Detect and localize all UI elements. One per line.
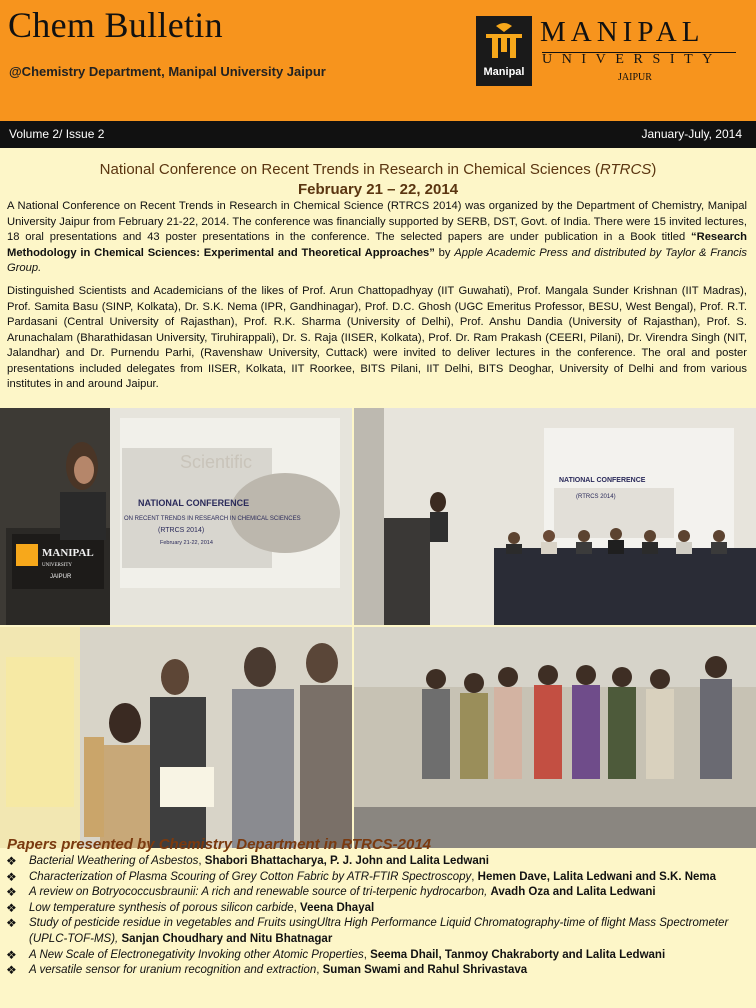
papers-heading: Papers presented by Chemistry Department in RTRCS-2014 [7,836,432,853]
paper-item [6,901,750,917]
paragraph-1-text: A National Conference on Recent Trends in Research in Chemical Science (RTRCS 2014) was organized by the Department of Chemistry, Manipal University Jaipur from February 21-22, 2014. The conference was financially supported by SERB, DST, Govt. of India. There were 15 invited lectures, 18 oral presentations and 43 poster presentations in the conference. The selected papers are under publication in a Book titled [7,200,747,243]
bulletin-title: Chem Bulletin [8,5,223,45]
article-acronym: RTRCS [599,161,652,178]
banner-subtitle-text: ON RECENT TRENDS IN RESEARCH IN CHEMICAL SCIENCES [124,516,301,522]
logo-university: UNIVERSITY [542,52,722,67]
paper-title: A New Scale of Electronegativity Invoking other Atomic Properties [29,948,364,961]
paper-item [6,870,750,886]
photo-certificate-presentation [0,627,352,848]
banner-title-text: NATIONAL CONFERENCE [138,498,250,508]
bulletin-subtitle: @Chemistry Department, Manipal University Jaipur [9,64,326,79]
manipal-logo [476,16,738,86]
paper-separator: , [293,901,301,914]
article-paragraph-2: Distinguished Scientists and Academicians of the likes of Prof. Arun Chattopadhyay (IIT Guwahati), Prof. Mangala Sunder Krishnan (IIT Madras), Prof. Samita Basu (SINP, Kolkata), Dr. S.K. Nema (IPR, Gandhinagar), Prof. D.C. Ghosh (UGC Emeritus Professor, BESU, West Bengal), Prof. R.T. Pardasani (Central University of Rajasthan), Prof. R.K. Sharma (University of Delhi), Prof. Anshu Dandia (University of Rajasthan), Prof. S. Arunachalam (Bharathidasan University, Tiruhirappali), Dr. S. Raja (IISER, Kolkata), Prof. Dr. Ram Prakash (CEERI, Pilani), Dr. Virendra Singh (NIT, Jalandhar) and Dr. Purnendu Parhi, (Ravenshaw University, Cuttack) were invited to deliver lectures in the conference. The oral and poster presentations included delegates from IISER, Kolkata, IIT Roorkee, BITS Pilani, IIT Delhi, BITS Deoghar, University of Delhi and from various institutes in and around Jaipur. [7,285,747,390]
paper-authors: Shabori Bhattacharya, P. J. John and Lalita Ledwani [204,855,489,867]
papers-list [6,854,750,979]
banner-acronym-text: (RTRCS 2014) [158,527,205,534]
logo-city: JAIPUR [618,72,652,83]
issue-date: January-July, 2014 [641,127,742,141]
article-heading-prefix: National Conference on Recent Trends in Research in Chemical Sciences ( [99,161,600,178]
dais-banner-acronym: (RTRCS 2014) [576,494,616,500]
diamond-bullet-icon: ❖ [6,900,17,915]
diamond-bullet-icon: ❖ [6,963,17,978]
article-paragraph-1 [7,199,747,277]
paper-authors: Hemen Dave, Lalita Ledwani and S.K. Nema [477,870,717,883]
article-title [0,160,756,200]
paper-title: Study of pesticide residue in vegetables and Fruits usingUltra High Performance Liquid Chromatography-time of flight Mass Spectrometer (UPLC-TOF-MS), [29,917,729,945]
book-title: “Research Methodology in Chemical Sciences: Experimental and Theoretical Approaches” [7,231,747,259]
paper-separator: , [363,948,371,961]
paper-authors: Veena Dhayal [300,901,375,914]
diamond-bullet-icon: ❖ [6,885,17,900]
paper-item [6,948,750,964]
paper-item [6,916,750,947]
photo-dais-panel [354,408,756,625]
article-heading-suffix: ) [651,161,657,178]
paper-separator: , [198,855,205,867]
banner-date-text: February 21-22, 2014 [160,540,213,546]
paragraph-1-by: by [434,246,455,259]
paper-authors: Avadh Oza and Lalita Ledwani [490,886,656,899]
paper-title: A review on Botryococcusbraunii: A rich and renewable source of tri-terpenic hydrocarbon, [29,886,488,899]
article-date: February 21 – 22, 2014 [297,181,459,198]
logo-name: MANIPAL [540,16,705,48]
logo-mark [476,16,532,86]
paper-authors: Sanjan Choudhary and Nitu Bhatnagar [121,932,333,945]
photo-group [354,627,756,848]
podium-logo-city: JAIPUR [50,574,72,580]
paper-separator: , [471,870,478,883]
logo-mark-text: Manipal [483,66,525,78]
issue-bar [0,121,756,148]
paper-item [6,963,750,979]
paper-separator: , [316,964,323,977]
diamond-bullet-icon: ❖ [6,947,17,962]
paper-item [6,854,750,870]
article-heading [0,160,756,180]
diamond-bullet-icon: ❖ [6,916,17,931]
paper-item [6,885,750,901]
dais-banner-title: NATIONAL CONFERENCE [559,477,646,484]
volume-label: Volume 2/ Issue 2 [9,127,105,141]
diamond-bullet-icon: ❖ [6,869,17,884]
masthead [0,0,756,121]
banner-word-text: Scientific [180,452,253,472]
paper-title: Bacterial Weathering of Asbestos [29,855,199,867]
photo-speaker-at-podium [0,408,352,625]
paper-authors: Seema Dhail, Tanmoy Chakraborty and Lalita Ledwani [370,948,666,961]
podium-logo-name: MANIPAL [42,547,94,559]
paper-authors: Suman Swami and Rahul Shrivastava [322,964,528,977]
photo-collage [0,408,756,848]
publisher: Apple Academic Press and distributed by Taylor & Francis Group. [7,246,747,274]
paper-title: Low temperature synthesis of porous silicon carbide [29,901,294,914]
manipal-emblem-icon [482,22,526,62]
paper-title: A versatile sensor for uranium recognition and extraction [29,964,317,977]
diamond-bullet-icon: ❖ [6,854,17,868]
podium-logo-university: UNIVERSITY [42,563,72,568]
paper-title: Characterization of Plasma Scouring of Grey Cotton Fabric by ATR-FTIR Spectroscopy [29,870,472,883]
